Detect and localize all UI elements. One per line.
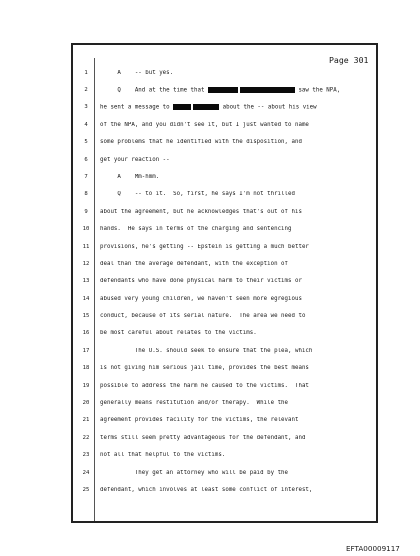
redaction-block: [240, 87, 295, 93]
line-number: 7: [84, 174, 88, 180]
line-number: 13: [82, 278, 90, 284]
line-number: 22: [82, 435, 90, 441]
transcript-line: generally means restitution and/or therapy. While the: [100, 400, 289, 406]
page-number: Page 301: [329, 55, 369, 65]
transcript-line: A Mm-hmm.: [100, 174, 160, 180]
line-number: 3: [84, 104, 88, 110]
transcript-line: some problems that he identified with the disposition, and: [100, 139, 302, 145]
line-number: 2: [84, 87, 88, 93]
transcript-line: Q -- to it. So, first, he says I'm not thrilled: [100, 191, 295, 197]
redaction-block: [193, 104, 219, 110]
line-number: 5: [84, 139, 88, 145]
transcript-line: of the NPA, and you didn't see it, but I just wanted to name: [100, 122, 309, 128]
transcript-line: agreement provides facility for the victims, the relevant: [100, 417, 299, 423]
line-number: 10: [82, 226, 90, 232]
transcript-line: abused very young children, we haven't seen more egregious: [100, 296, 302, 302]
transcript-line: about the agreement, but he acknowledges that's out of his: [100, 209, 302, 215]
line-number: 20: [82, 400, 90, 406]
transcript-line: not all that helpful to the victims.: [100, 452, 226, 458]
line-number: 16: [82, 330, 90, 336]
transcript-line: defendants who have done physical harm to their victims or: [100, 278, 302, 284]
line-number: 8: [84, 191, 88, 197]
transcript-line: possible to address the harm he caused to the victims. That: [100, 383, 309, 389]
line-number: 21: [82, 417, 90, 423]
transcript-line: conduct, because of its serial nature. The area we need to: [100, 313, 306, 319]
line-number: 12: [82, 261, 90, 267]
transcript-line: provisions, he's getting -- Epstein is getting a much better: [100, 244, 309, 250]
line-number: 6: [84, 157, 88, 163]
transcript-line: be most careful about relates to the victims.: [100, 330, 257, 336]
transcript-line-segment: Q And at the time that: [100, 87, 205, 94]
line-number-margin-rule: [94, 58, 95, 521]
line-number: 4: [84, 122, 88, 128]
transcript-line-segment: saw the NPA,: [298, 87, 341, 94]
transcript-line: They get an attorney who will be paid by the: [100, 470, 289, 476]
transcript-line: A -- but yes.: [100, 70, 174, 76]
transcript-line: get your reaction --: [100, 157, 170, 163]
line-number: 11: [82, 244, 90, 250]
redaction-block: [208, 87, 238, 93]
line-number: 24: [82, 470, 90, 476]
line-number: 23: [82, 452, 90, 458]
line-number: 25: [82, 487, 90, 493]
transcript-line: The U.S. should seek to ensure that the plea, which: [100, 348, 313, 354]
document-id-stamp: EFTA00009117: [346, 544, 400, 553]
transcript-line: defendant, which involves at least some conflict of interest,: [100, 487, 313, 493]
transcript-line: hands. He says in terms of the charging and sentencing: [100, 226, 292, 232]
line-number: 19: [82, 383, 90, 389]
line-number: 17: [82, 348, 90, 354]
line-number: 1: [84, 70, 88, 76]
line-number: 9: [84, 209, 88, 215]
redaction-block: [173, 104, 191, 110]
line-number: 14: [82, 296, 90, 302]
transcript-line-segment: he sent a message to: [100, 104, 170, 111]
line-number: 18: [82, 365, 90, 371]
transcript-line: [100, 87, 372, 95]
transcript-line: deal than the average defendant, with the exception of: [100, 261, 289, 267]
transcript-line: is not giving him serious jail time, provides the best means: [100, 365, 309, 371]
line-number: 15: [82, 313, 90, 319]
transcript-line: terms still seem pretty advantageous for the defendant, and: [100, 435, 306, 441]
transcript-line-segment: about the -- about his view: [222, 104, 317, 111]
transcript-line: [100, 104, 372, 112]
